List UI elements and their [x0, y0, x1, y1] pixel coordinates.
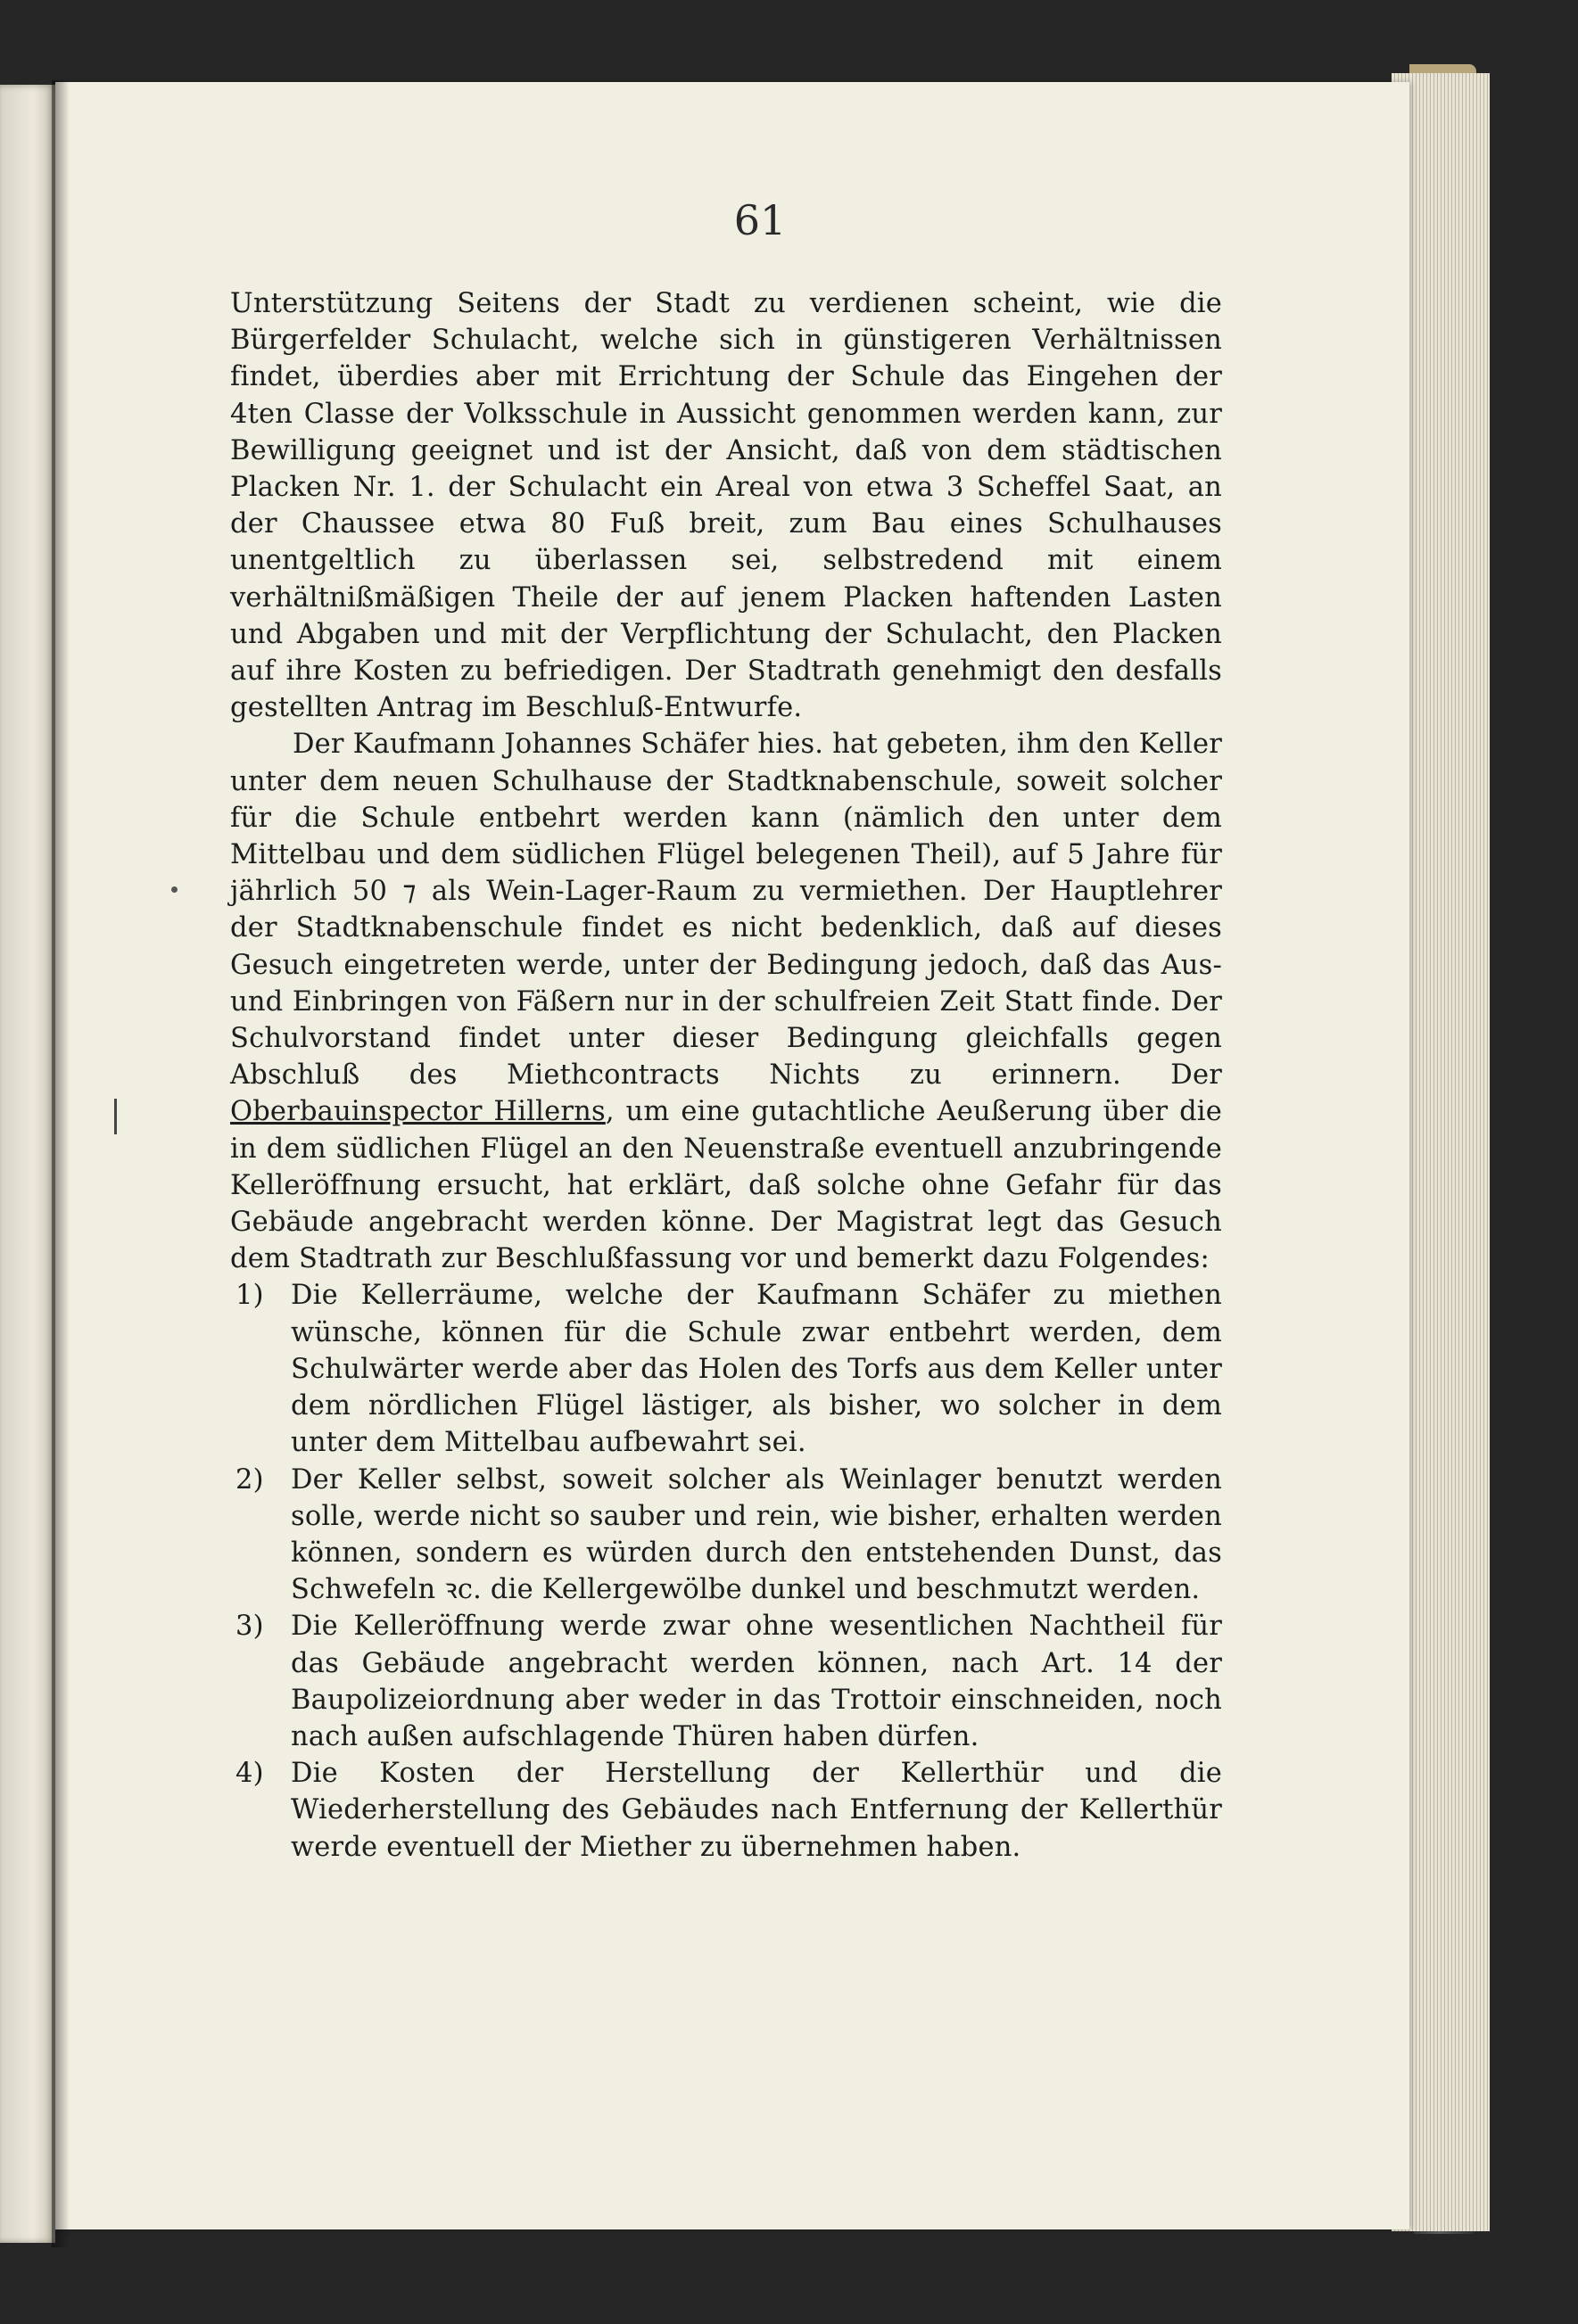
- book-page: [55, 82, 1409, 2229]
- list-item-text: Die Kosten der Herstellung der Kellerthür und die Wiederherstellung des Gebäudes nach Entfernung der Kellerthür werde eventuell der Miether zu übernehmen haben.: [291, 1758, 1222, 1863]
- list-item-text: Die Kelleröffnung werde zwar ohne wesentlichen Nachtheil für das Gebäude angebracht werden können, nach Art. 14 der Baupolizeiordnung aber weder in das Trottoir einschneiden, noch nach außen aufschlagende Thüren haben dürfen.: [291, 1611, 1222, 1752]
- margin-mark: [171, 886, 178, 893]
- list-item: [230, 1277, 1222, 1461]
- list-item-text: Die Kellerräume, welche der Kaufmann Schäfer zu miethen wünsche, können für die Schule zwar entbehrt werden, dem Schulwärter werde aber das Holen des Torfs aus dem Keller unter dem nördlichen Flügel lästiger, als bisher, wo solcher in dem unter dem Mittelbau aufbewahrt sei.: [291, 1280, 1222, 1459]
- numbered-list: [230, 1277, 1222, 1865]
- list-item: [230, 1755, 1222, 1866]
- underlined-name: Oberbauinspector Hillerns: [230, 1096, 606, 1128]
- list-marker: 2): [235, 1463, 264, 1496]
- margin-tick: [114, 1099, 117, 1134]
- list-item-text: Der Keller selbst, soweit solcher als Weinlager benutzt werden solle, werde nicht so sauber und rein, wie bisher, erhalten werden können, sondern es würden durch den entstehenden Dunst, das Schwefeln ꝛc. die Kellergewölbe dunkel und beschmutzt werden.: [291, 1463, 1222, 1606]
- page-number: 61: [733, 196, 787, 244]
- list-marker: 3): [235, 1611, 264, 1643]
- list-item: [230, 1462, 1222, 1609]
- main-paragraph-part-1: Der Kaufmann Johannes Schäfer hies. hat gebeten, ihm den Keller unter dem neuen Schulhause der Stadtknabenschule, soweit solcher für die Schule entbehrt werden kann (nämlich den unter dem Mittelbau und dem südlichen Flügel belegenen Theil), auf 5 Jahre für jährlich 50 ⁊ als Wein-Lager-Raum zu vermiethen. Der Hauptlehrer der Stadtknabenschule findet es nicht bedenklich, daß auf dieses Gesuch eingetreten werde, unter der Bedingung jedoch, daß das Aus- und Einbringen von Fäßern nur in der schulfreien Zeit Statt finde. Der Schulvorstand findet unter dieser Bedingung gleichfalls gegen Abschluß des Miethcontracts Nichts zu erinnern. Der: [230, 729, 1222, 1092]
- main-paragraph-part-2: , um eine gutachtliche Aeußerung über die in dem südlichen Flügel an den Neuenstraße eventuell anzubringende Kelleröffnung ersucht, hat erklärt, daß solche ohne Gefahr für das Gebäude angebracht werden könne. Der Magistrat legt das Gesuch dem Stadtrath zur Beschlußfassung vor und bemerkt dazu Folgendes:: [230, 1096, 1222, 1275]
- list-marker: 4): [235, 1758, 264, 1790]
- list-marker: 1): [235, 1280, 264, 1312]
- left-page-edge: [0, 85, 55, 2243]
- list-item: [230, 1608, 1222, 1755]
- intro-paragraph: Unterstützung Seitens der Stadt zu verdienen scheint, wie die Bürgerfelder Schulacht, welche sich in günstigeren Verhältnissen findet, überdies aber mit Errichtung der Schule das Eingehen der 4ten Classe der Volksschule in Aussicht genommen werden kann, zur Bewilligung geeignet und ist der Ansicht, daß von dem städtischen Placken Nr. 1. der Schulacht ein Areal von etwa 3 Scheffel Saat, an der Chaussee etwa 80 Fuß breit, zum Bau eines Schulhauses unentgeltlich zu überlassen sei, selbstredend mit einem verhältnißmäßigen Theile der auf jenem Placken haftenden Lasten und Abgaben und mit der Verpflichtung der Schulacht, den Placken auf ihre Kosten zu befriedigen. Der Stadtrath genehmigt den desfalls gestellten Antrag im Beschluß-Entwurfe.: [230, 288, 1222, 724]
- spine-shadow: [52, 80, 70, 2247]
- page-text: [230, 285, 1222, 1866]
- main-paragraph: [230, 726, 1222, 1277]
